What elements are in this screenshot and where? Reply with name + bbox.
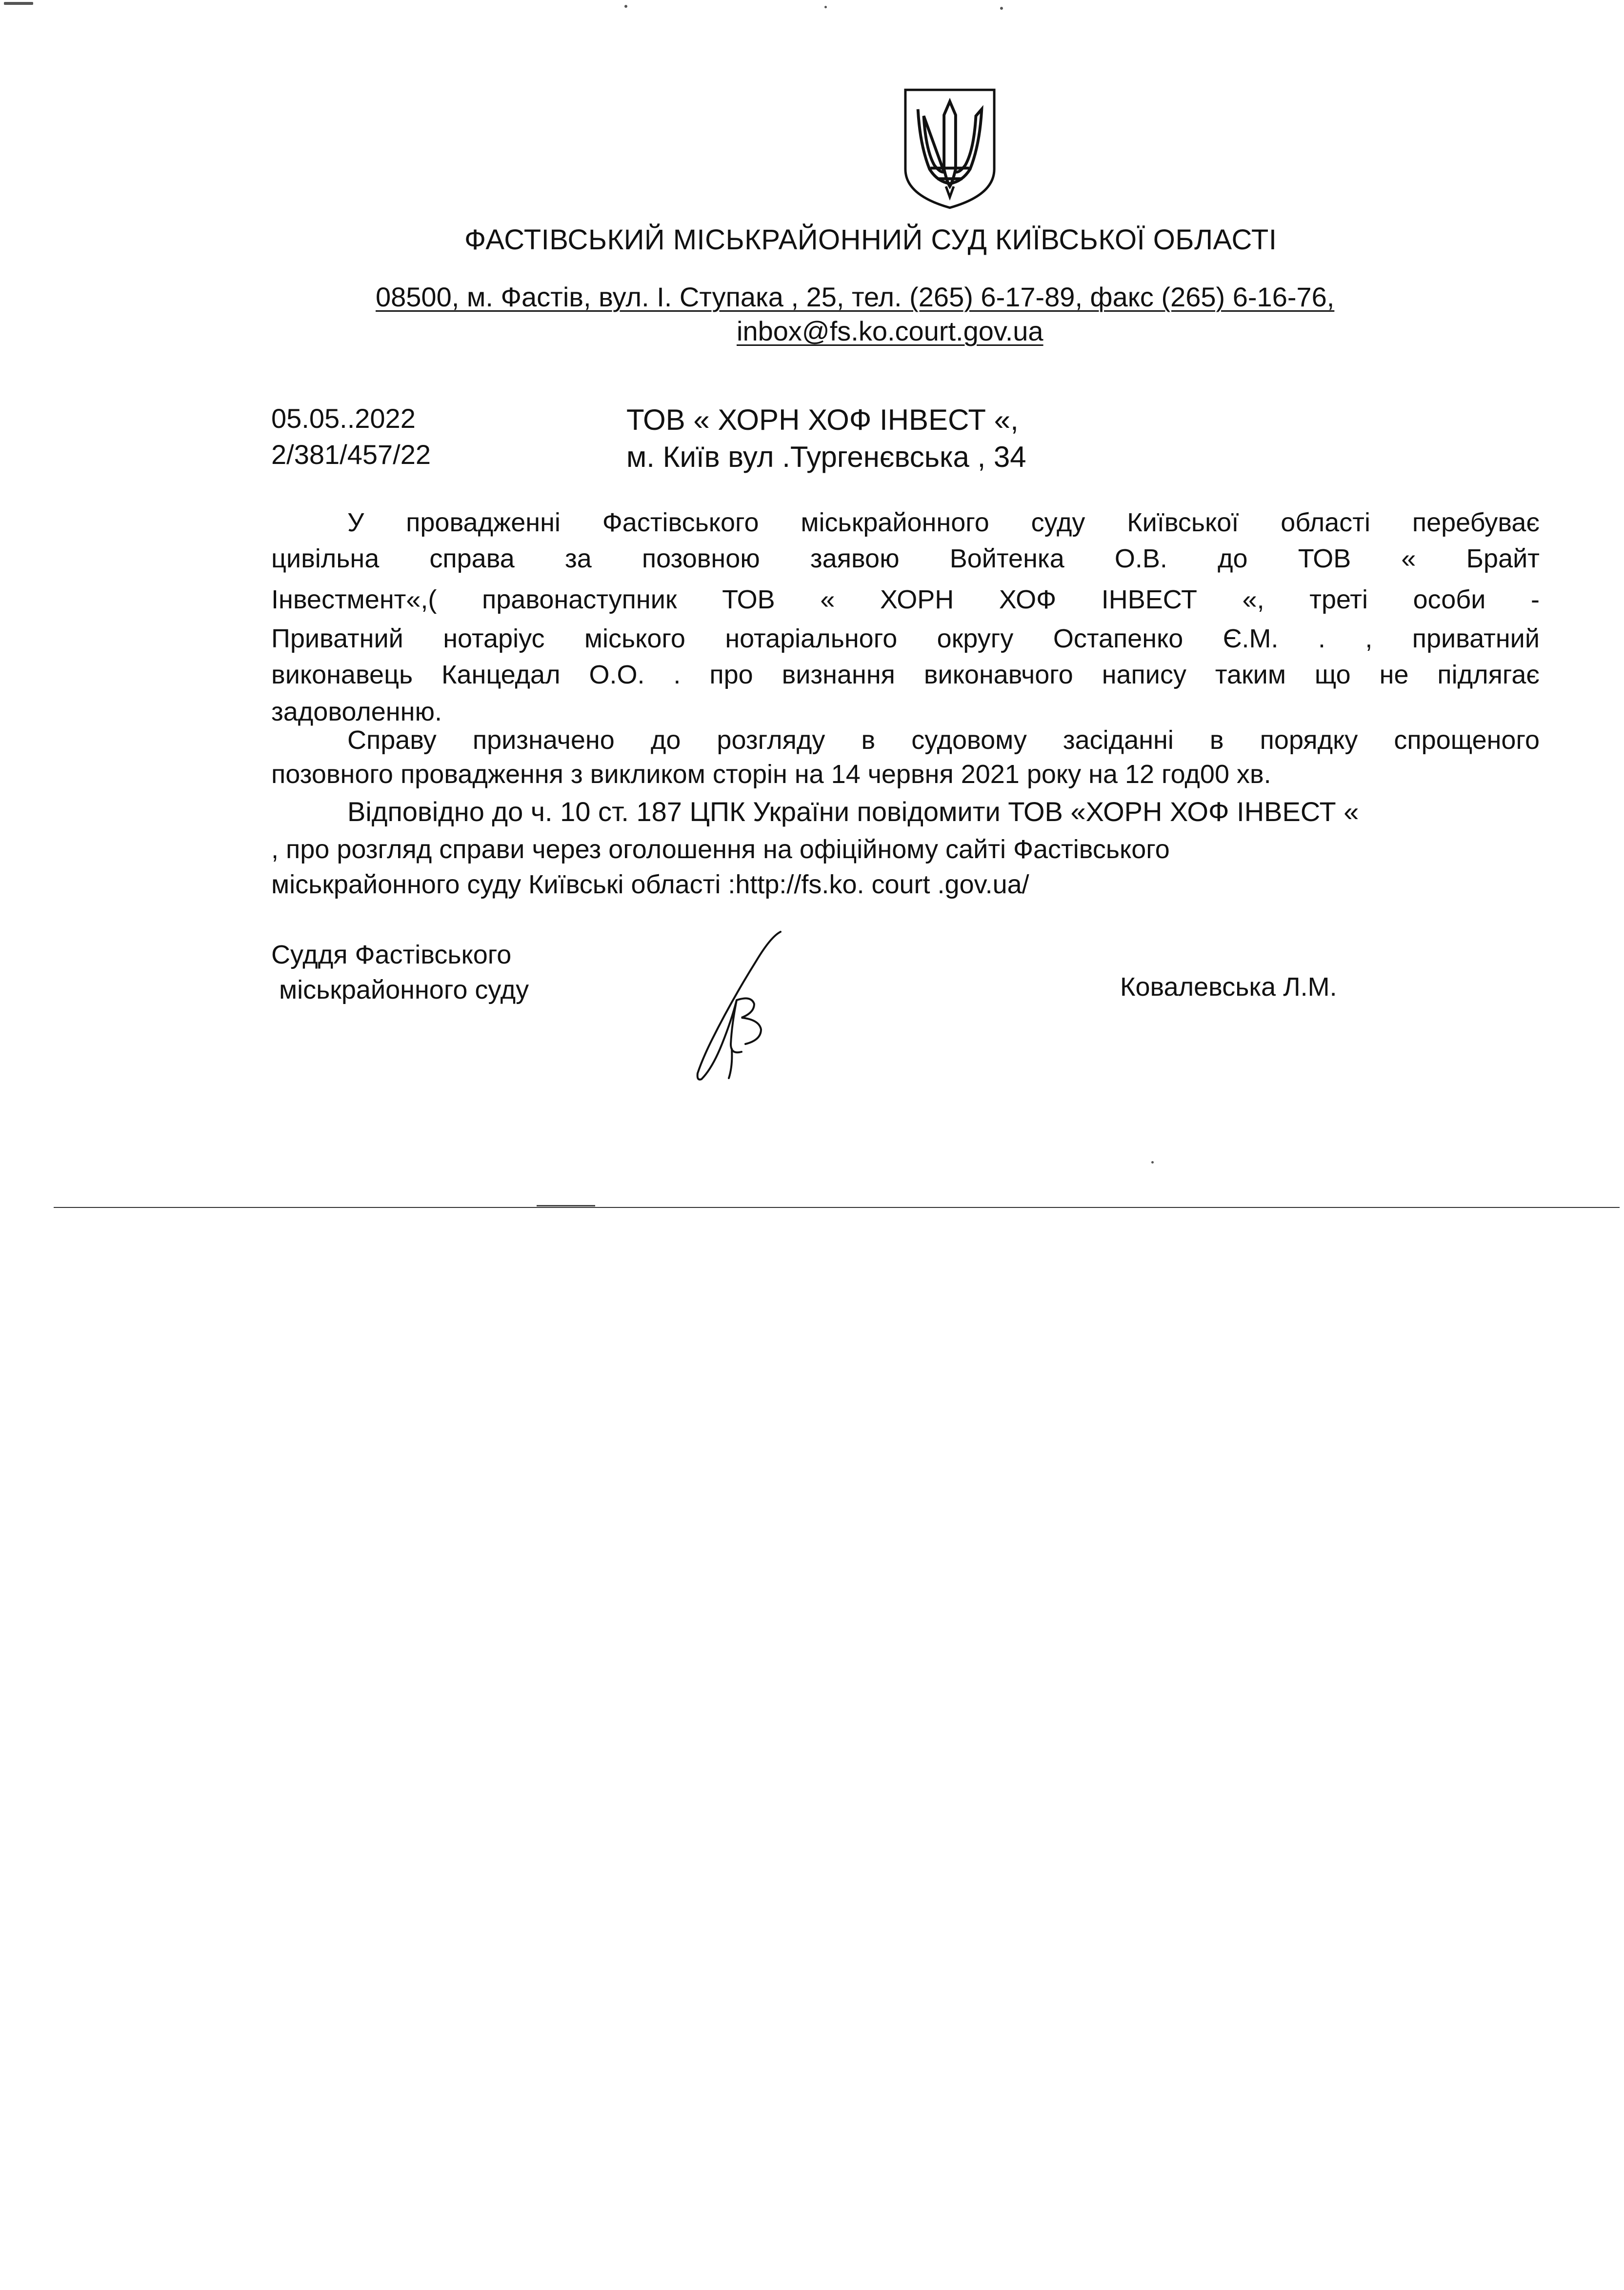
judge-title-line1: Суддя Фастівського (271, 940, 512, 969)
page-divider-fragment (537, 1205, 595, 1206)
body-line: виконавець Канцедал О.О. . про визнання виконавчого напису таким що не підлягає (271, 660, 1540, 689)
body-line: Приватний нотаріус міського нотаріального округу Остапенко Є.М. . , приватний (271, 624, 1540, 653)
addressee-name: ТОВ « ХОРН ХОФ ІНВЕСТ «, (626, 403, 1019, 436)
page-divider (54, 1207, 1620, 1208)
reference-date: 05.05..2022 (271, 403, 416, 434)
reference-number: 2/381/457/22 (271, 439, 431, 470)
body-line: , про розгляд справи через оголошення на офіційному сайті Фастівського (271, 835, 1170, 864)
court-email-link[interactable]: inbox@fs.ko.court.gov.ua (737, 316, 1043, 346)
body-line: позовного провадження з викликом сторін на 14 червня 2021 року на 12 год00 хв. (271, 760, 1271, 789)
scan-artifact (1151, 1161, 1154, 1164)
scan-artifact (4, 2, 33, 5)
scan-artifact (624, 5, 627, 8)
handwritten-signature (659, 927, 805, 1088)
judge-title-line2: міськрайонного суду (279, 975, 529, 1004)
body-line: У провадженні Фастівського міськрайонного суду Київської області перебуває (347, 508, 1540, 537)
body-line: цивільна справа за позовною заявою Войтенка О.В. до ТОВ « Брайт (271, 544, 1540, 573)
body-line: Відповідно до ч. 10 ст. 187 ЦПК України повідомити ТОВ «ХОРН ХОФ ІНВЕСТ « (347, 796, 1359, 827)
trident-coat-of-arms-icon (902, 87, 998, 210)
court-email (737, 315, 1043, 347)
addressee-address: м. Київ вул .Тургенєвська , 34 (626, 441, 1026, 473)
court-name-heading: ФАСТІВСЬКИЙ МІСЬКРАЙОННИЙ СУД КИЇВСЬКОЇ ОБЛАСТІ (464, 224, 1277, 256)
body-line: задоволенню. (271, 697, 442, 726)
body-line: Інвестмент«,( правонаступник ТОВ « ХОРН ХОФ ІНВЕСТ «, треті особи - (271, 585, 1540, 614)
court-address: 08500, м. Фастів, вул. І. Ступака , 25, тел. (265) 6-17-89, факс (265) 6-16-76, (376, 281, 1335, 312)
judge-name: Ковалевська Л.М. (1120, 972, 1337, 1002)
scan-artifact (824, 6, 827, 8)
body-line: Справу призначено до розгляду в судовому засіданні в порядку спрощеного (347, 725, 1540, 755)
scan-artifact (1000, 7, 1003, 10)
body-line: міськрайонного суду Київські області :http://fs.ko. court .gov.ua/ (271, 870, 1029, 899)
